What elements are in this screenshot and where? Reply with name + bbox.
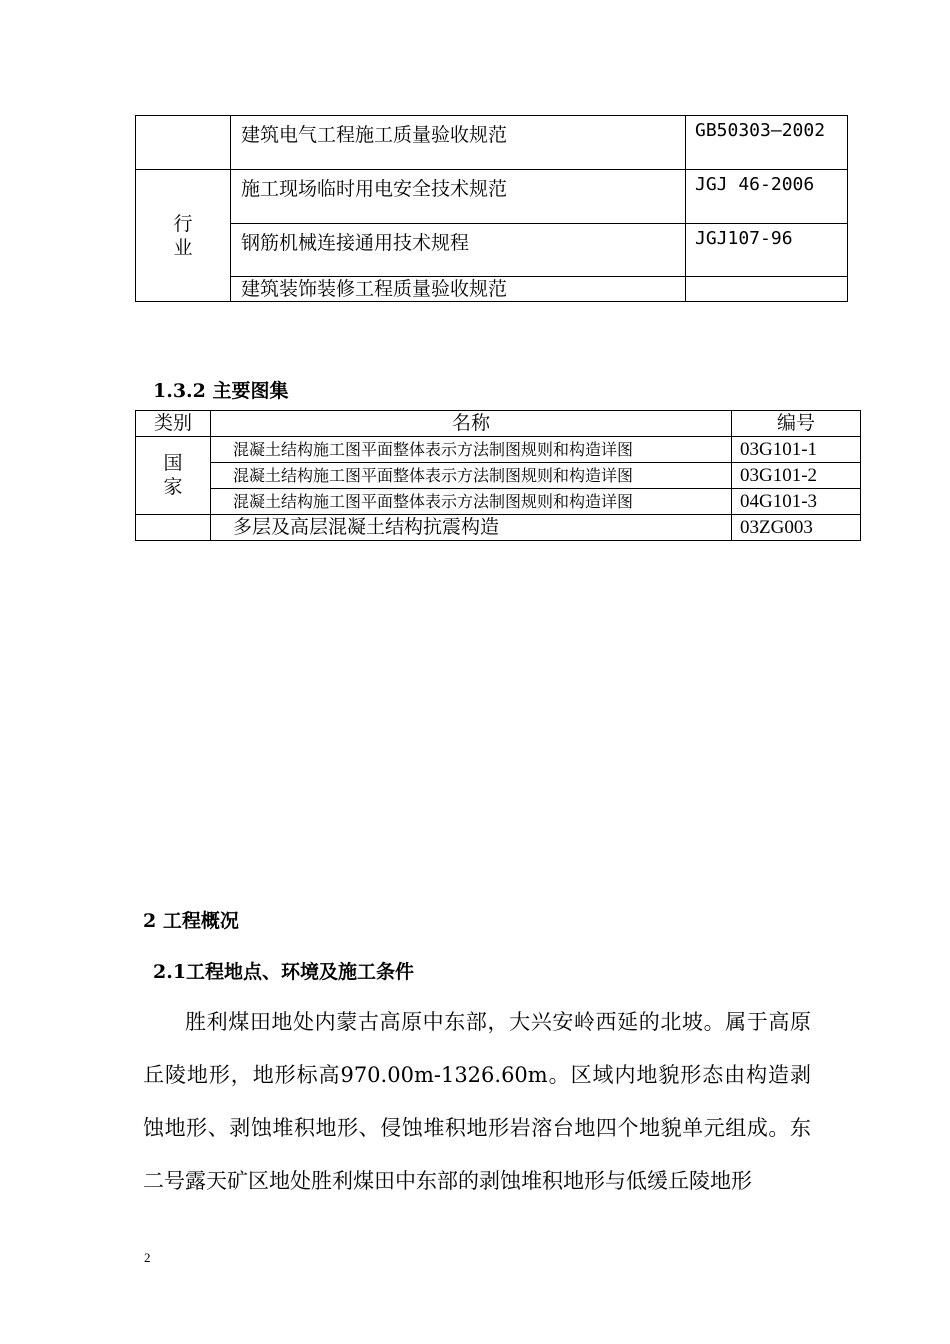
atlas-code: 04G101-3 — [732, 489, 861, 515]
category-char: 业 — [173, 236, 193, 259]
section-heading-1-3-2: 1.3.2 主要图集 — [153, 380, 289, 402]
table-row — [136, 224, 848, 277]
category-label — [162, 451, 185, 499]
atlas-code: 03ZG003 — [732, 515, 861, 541]
category-cell — [136, 437, 211, 515]
table-row — [136, 489, 861, 515]
atlas-name: 多层及高层混凝土结构抗震构造 — [211, 515, 732, 541]
category-cell — [136, 170, 231, 302]
table-row — [136, 437, 861, 463]
column-header-code: 编号 — [732, 411, 861, 437]
standard-code — [686, 277, 848, 302]
atlas-code: 03G101-1 — [732, 437, 861, 463]
table-row — [136, 277, 848, 302]
standard-code: JGJ107-96 — [686, 224, 848, 277]
category-label — [172, 212, 195, 260]
category-cell-empty — [136, 116, 231, 170]
table-row — [136, 463, 861, 489]
table-row — [136, 170, 848, 224]
standard-name: 钢筋机械连接通用技术规程 — [231, 224, 686, 277]
atlas-code: 03G101-2 — [732, 463, 861, 489]
table-header-row — [136, 411, 861, 437]
section-heading-2: 2 工程概况 — [143, 910, 239, 932]
atlas-name: 混凝土结构施工图平面整体表示方法制图规则和构造详图 — [211, 463, 732, 489]
standards-table — [135, 115, 848, 302]
section-heading-2-1: 2.1工程地点、环境及施工条件 — [153, 961, 415, 983]
column-header-name: 名称 — [211, 411, 732, 437]
atlas-name: 混凝土结构施工图平面整体表示方法制图规则和构造详图 — [211, 489, 732, 515]
category-cell-empty — [136, 515, 211, 541]
standard-code: GB50303—2002 — [686, 116, 848, 170]
category-char: 国 — [163, 452, 183, 474]
column-header-category: 类别 — [136, 411, 211, 437]
table-row — [136, 116, 848, 170]
standard-code: JGJ 46-2006 — [686, 170, 848, 224]
atlas-table — [135, 410, 861, 541]
body-paragraph: 胜利煤田地处内蒙古高原中东部，大兴安岭西延的北坡。属于高原丘陵地形，地形标高970.00m-1326.60m。区域内地貌形态由构造剥蚀地形、剥蚀堆积地形、侵蚀堆积地形岩溶台地四个地貌单元组成。东二号露天矿区地处胜利煤田中东部的剥蚀堆积地形与低缓丘陵地形 — [143, 1010, 811, 1193]
atlas-name: 混凝土结构施工图平面整体表示方法制图规则和构造详图 — [211, 437, 732, 463]
standard-name: 建筑电气工程施工质量验收规范 — [231, 116, 686, 170]
category-char: 行 — [173, 212, 193, 235]
standard-name: 施工现场临时用电安全技术规范 — [231, 170, 686, 224]
page-number: 2 — [144, 1250, 151, 1265]
standard-name: 建筑装饰装修工程质量验收规范 — [231, 277, 686, 302]
table-row — [136, 515, 861, 541]
category-char: 家 — [163, 476, 183, 498]
